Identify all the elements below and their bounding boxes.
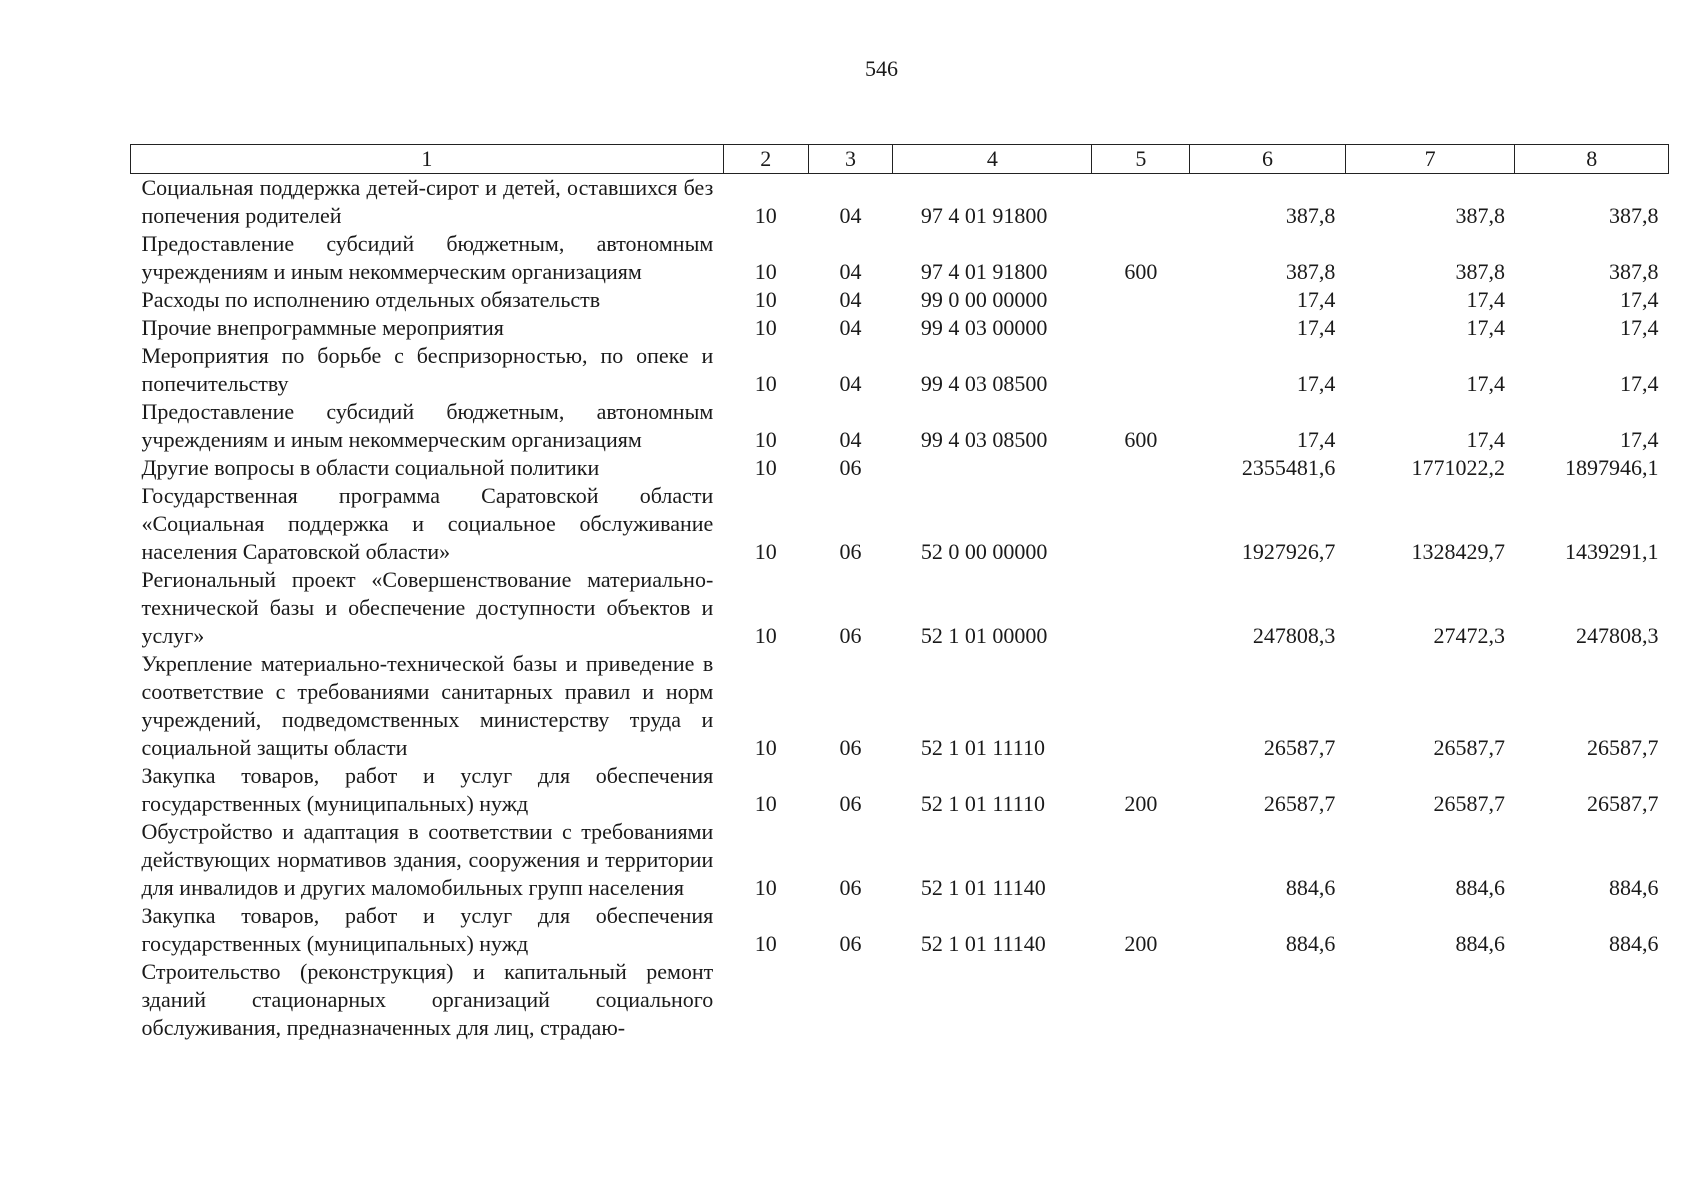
row-target-code: 52 1 01 11140	[920, 875, 1046, 900]
table-row	[131, 286, 1669, 314]
row-section: 10	[754, 931, 777, 956]
row-target-code: 99 4 03 08500	[920, 371, 1048, 396]
table-row	[131, 230, 1669, 286]
row-amount-col7: 884,6	[1455, 875, 1505, 900]
row-target-code: 99 0 00 00000	[920, 287, 1048, 312]
row-name: Предоставление субсидий бюджетным, автономным учреждениям и иным некоммерческим организациям	[141, 231, 714, 284]
header-cell: 5	[1092, 145, 1190, 174]
row-target-code: 97 4 01 91800	[920, 259, 1048, 284]
row-section: 10	[754, 455, 777, 480]
row-name: Другие вопросы в области социальной политики	[141, 455, 600, 480]
row-amount-col6: 884,6	[1285, 931, 1336, 956]
header-cell: 8	[1515, 145, 1669, 174]
table-row	[131, 762, 1669, 818]
table-row	[131, 398, 1669, 454]
table-row	[131, 174, 1669, 231]
row-amount-col8: 17,4	[1620, 287, 1659, 312]
row-target-code: 52 1 01 11110	[920, 791, 1045, 816]
row-expense-type	[1092, 342, 1190, 398]
row-amount-col7	[1345, 958, 1515, 1042]
row-amount-col6: 17,4	[1296, 371, 1336, 396]
row-subsection: 06	[839, 875, 862, 900]
row-amount-col7: 387,8	[1455, 203, 1505, 228]
row-amount-col6: 387,8	[1285, 203, 1336, 228]
row-target-code: 99 4 03 00000	[920, 315, 1048, 340]
row-amount-col6: 387,8	[1285, 259, 1336, 284]
row-target-code: 52 1 01 00000	[920, 623, 1048, 648]
row-amount-col8: 26587,7	[1587, 735, 1659, 760]
row-amount-col7: 17,4	[1466, 427, 1505, 452]
row-section	[723, 958, 808, 1042]
row-name: Обустройство и адаптация в соответствии с требованиями действующих нормативов здания, сооружения и территории для инвалидов и других маломобильных групп населения	[141, 819, 714, 900]
row-expense-type	[1092, 174, 1190, 231]
row-amount-col8: 17,4	[1620, 315, 1659, 340]
row-amount-col6: 247808,3	[1252, 623, 1336, 648]
row-amount-col8: 1439291,1	[1565, 539, 1659, 564]
row-expense-type	[1092, 482, 1190, 566]
row-amount-col8: 17,4	[1620, 427, 1659, 452]
budget-table	[130, 144, 1669, 1042]
row-expense-type: 600	[1124, 427, 1158, 452]
row-subsection: 06	[839, 791, 862, 816]
header-cell: 2	[723, 145, 808, 174]
row-amount-col6: 884,6	[1285, 875, 1336, 900]
row-section: 10	[754, 427, 777, 452]
row-name: Укрепление материально-технической базы и приведение в соответствие с требованиями санитарных правил и норм учреждений, подведомственных министерству труда и социальной защиты области	[141, 651, 714, 760]
table-row	[131, 454, 1669, 482]
table-row	[131, 902, 1669, 958]
row-name: Строительство (реконструкция) и капитальный ремонт зданий стационарных организаций социального обслуживания, предназначенных для лиц, страдаю-	[141, 959, 714, 1040]
row-section: 10	[754, 623, 777, 648]
row-name: Закупка товаров, работ и услуг для обеспечения государственных (муниципальных) нужд	[141, 763, 714, 816]
row-name: Прочие внепрограммные мероприятия	[141, 315, 504, 340]
row-subsection: 04	[839, 203, 862, 228]
header-cell: 6	[1190, 145, 1346, 174]
row-section: 10	[754, 259, 777, 284]
row-amount-col7: 26587,7	[1433, 791, 1505, 816]
row-target-code: 52 0 00 00000	[920, 539, 1048, 564]
row-subsection	[808, 958, 893, 1042]
row-section: 10	[754, 539, 777, 564]
header-cell: 4	[893, 145, 1092, 174]
row-expense-type	[1092, 566, 1190, 650]
row-subsection: 04	[839, 315, 862, 340]
page-number: 546	[865, 56, 898, 81]
table-row	[131, 958, 1669, 1042]
row-expense-type: 200	[1124, 931, 1158, 956]
row-amount-col8: 884,6	[1609, 875, 1659, 900]
row-amount-col6: 2355481,6	[1241, 455, 1336, 480]
row-expense-type	[1092, 286, 1190, 314]
row-target-code	[893, 958, 1092, 1042]
table-row	[131, 482, 1669, 566]
row-amount-col8: 26587,7	[1587, 791, 1659, 816]
row-name: Социальная поддержка детей-сирот и детей, оставшихся без попечения родителей	[141, 175, 714, 228]
table-row	[131, 818, 1669, 902]
row-subsection: 06	[839, 931, 862, 956]
table-header-row	[131, 145, 1669, 174]
row-section: 10	[754, 735, 777, 760]
row-name: Расходы по исполнению отдельных обязательств	[141, 287, 601, 312]
row-amount-col7: 884,6	[1455, 931, 1505, 956]
row-amount-col8	[1515, 958, 1669, 1042]
row-name: Мероприятия по борьбе с беспризорностью, по опеке и попечительству	[141, 343, 714, 396]
row-section: 10	[754, 315, 777, 340]
row-expense-type	[1092, 958, 1190, 1042]
row-subsection: 06	[839, 455, 862, 480]
row-subsection: 06	[839, 735, 862, 760]
header-cell: 7	[1345, 145, 1515, 174]
row-target-code: 52 1 01 11110	[920, 735, 1045, 760]
header-cell: 1	[131, 145, 724, 174]
table-row	[131, 566, 1669, 650]
row-target-code: 52 1 01 11140	[920, 931, 1046, 956]
row-amount-col6: 26587,7	[1263, 735, 1336, 760]
row-amount-col6: 26587,7	[1263, 791, 1336, 816]
row-amount-col7: 1328429,7	[1411, 539, 1505, 564]
row-section: 10	[754, 791, 777, 816]
row-expense-type: 600	[1124, 259, 1158, 284]
row-target-code: 97 4 01 91800	[920, 203, 1048, 228]
row-amount-col8: 247808,3	[1576, 623, 1659, 648]
row-target-code: 99 4 03 08500	[920, 427, 1048, 452]
table-row	[131, 342, 1669, 398]
row-amount-col8: 1897946,1	[1565, 455, 1659, 480]
row-subsection: 04	[839, 427, 862, 452]
row-amount-col8: 387,8	[1609, 259, 1659, 284]
row-amount-col6: 17,4	[1296, 427, 1336, 452]
row-section: 10	[754, 287, 777, 312]
row-amount-col8: 17,4	[1620, 371, 1659, 396]
row-expense-type: 200	[1124, 791, 1158, 816]
row-amount-col6	[1190, 958, 1346, 1042]
row-amount-col7: 387,8	[1455, 259, 1505, 284]
row-amount-col8: 387,8	[1609, 203, 1659, 228]
row-amount-col8: 884,6	[1609, 931, 1659, 956]
row-expense-type	[1092, 650, 1190, 762]
row-subsection: 04	[839, 371, 862, 396]
table-row	[131, 314, 1669, 342]
row-section: 10	[754, 203, 777, 228]
row-amount-col7: 17,4	[1466, 371, 1505, 396]
row-subsection: 06	[839, 539, 862, 564]
table-row	[131, 650, 1669, 762]
row-section: 10	[754, 875, 777, 900]
row-section: 10	[754, 371, 777, 396]
row-name: Региональный проект «Совершенствование материально-технической базы и обеспечение доступности объектов и услуг»	[141, 567, 714, 648]
row-amount-col7: 1771022,2	[1411, 455, 1505, 480]
row-name: Государственная программа Саратовской области «Социальная поддержка и социальное обслуживание населения Саратовской области»	[141, 483, 714, 564]
row-subsection: 04	[839, 287, 862, 312]
row-expense-type	[1092, 454, 1190, 482]
row-amount-col6: 17,4	[1296, 287, 1336, 312]
row-amount-col6: 1927926,7	[1241, 539, 1336, 564]
row-amount-col7: 26587,7	[1433, 735, 1505, 760]
row-amount-col7: 17,4	[1466, 315, 1505, 340]
row-subsection: 04	[839, 259, 862, 284]
row-expense-type	[1092, 314, 1190, 342]
row-name: Предоставление субсидий бюджетным, автономным учреждениям и иным некоммерческим организациям	[141, 399, 714, 452]
row-subsection: 06	[839, 623, 862, 648]
row-expense-type	[1092, 818, 1190, 902]
row-name: Закупка товаров, работ и услуг для обеспечения государственных (муниципальных) нужд	[141, 903, 714, 956]
header-cell: 3	[808, 145, 893, 174]
row-amount-col6: 17,4	[1296, 315, 1336, 340]
row-target-code	[893, 454, 1092, 482]
row-amount-col7: 17,4	[1466, 287, 1505, 312]
row-amount-col7: 27472,3	[1433, 623, 1505, 648]
